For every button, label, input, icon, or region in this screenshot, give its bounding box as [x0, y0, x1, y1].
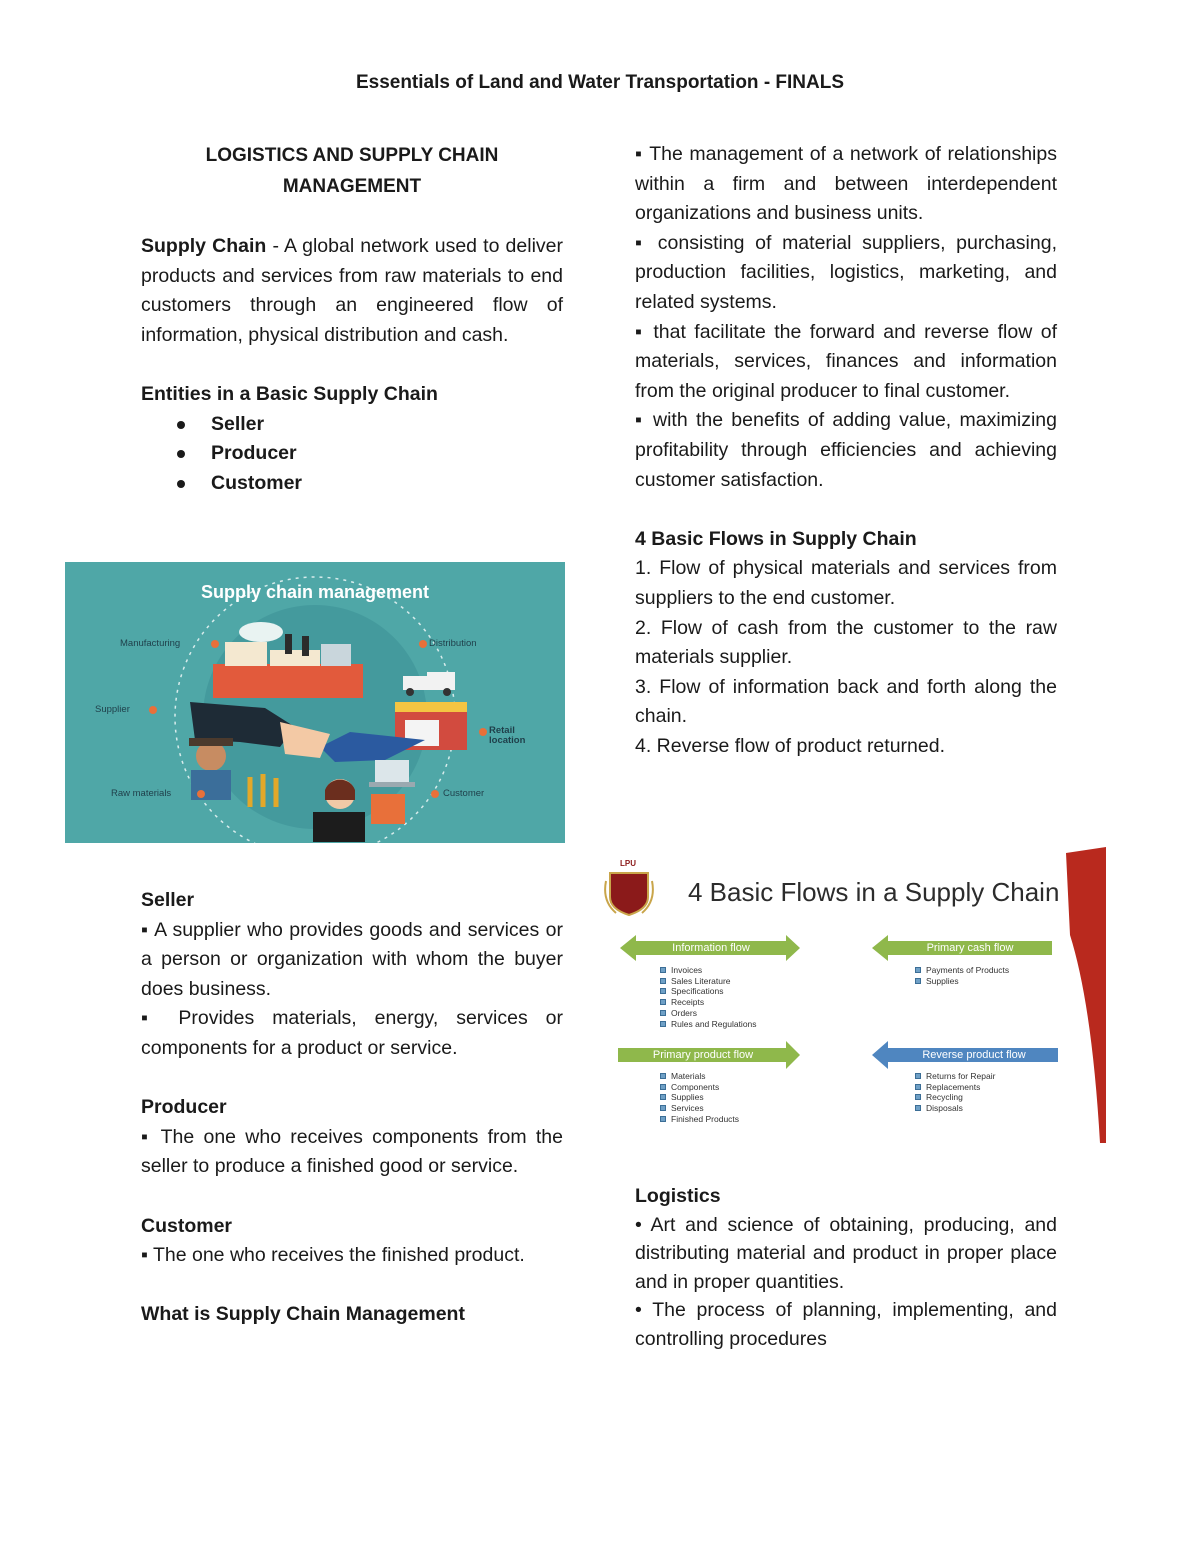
left-column [141, 140, 563, 498]
logistics-point: • The process of planning, implementing, and controlling procedures [635, 1299, 1057, 1350]
list-item: Customer [177, 469, 563, 499]
primary-product-flow-label: Primary product flow [652, 1049, 754, 1061]
primary-product-flow-items [660, 1071, 739, 1125]
scm-point: ▪ consisting of material suppliers, purchasing, production facilities, logistics, marketing, and related systems. [635, 231, 1057, 313]
supply-chain-def-text: - A global network used to deliver products and services from raw materials to end customers through an engineered flow of information, physical distribution and cash. [141, 235, 563, 346]
dot [197, 790, 205, 798]
supply-chain-infographic [65, 562, 565, 843]
primary-cash-flow-items [915, 965, 1009, 986]
label-raw-materials: Raw materials [111, 788, 172, 799]
right-column-lower [635, 1182, 1057, 1354]
infographic-title: Supply chain management [200, 582, 430, 602]
list-item: Disposals [915, 1103, 995, 1114]
scm-point: ▪ with the benefits of adding value, maximizing profitability through efficiencies and achieving customer satisfaction. [635, 409, 1057, 491]
logo-text: LPU [620, 859, 636, 868]
producer-point: ▪ The one who receives components from the seller to produce a finished good or service. [141, 1125, 563, 1178]
seller-point: ▪ Provides materials, energy, services or components for a product or service. [141, 1007, 563, 1059]
dot [419, 640, 427, 648]
dot [149, 706, 157, 714]
label-manufacturing: Manufacturing [120, 638, 181, 649]
main-heading [141, 140, 563, 202]
flows-heading: 4 Basic Flows in Supply Chain [635, 527, 917, 550]
information-flow-label: Information flow [672, 942, 750, 954]
list-item: Finished Products [660, 1114, 739, 1125]
main-heading-line2: MANAGEMENT [282, 176, 422, 197]
reverse-product-flow-label: Reverse product flow [922, 1049, 1026, 1061]
left-column-lower [141, 886, 563, 1330]
dot [211, 640, 219, 648]
list-item: Supplies [660, 1092, 739, 1103]
scm-heading: What is Supply Chain Management [141, 1303, 465, 1326]
scm-point: ▪ that facilitate the forward and reverse flow of materials, services, finances and information from the original producer to final customer. [635, 320, 1057, 402]
information-flow-items [660, 965, 757, 1029]
label-supplier: Supplier [95, 704, 130, 715]
flow-item: 3. Flow of information back and forth along the chain. [635, 675, 1057, 728]
document-title: Essentials of Land and Water Transportation - FINALS [355, 72, 845, 93]
list-item: Producer [177, 439, 563, 469]
customer-point: ▪ The one who receives the finished product. [141, 1244, 525, 1267]
customer-heading: Customer [141, 1214, 233, 1237]
list-item: Components [660, 1082, 739, 1093]
basic-flows-figure [600, 845, 1106, 1145]
flow-item: 1. Flow of physical materials and services from suppliers to the end customer. [635, 557, 1057, 609]
list-item: Replacements [915, 1082, 995, 1093]
list-item: Returns for Repair [915, 1071, 995, 1082]
supply-chain-term: Supply Chain [141, 235, 267, 257]
primary-cash-flow-label: Primary cash flow [926, 942, 1014, 954]
infographic-illustration [65, 562, 565, 843]
list-item: Specifications [660, 986, 757, 997]
list-item: Sales Literature [660, 976, 757, 987]
flows-figure-title: 4 Basic Flows in a Supply Chain [688, 877, 1060, 907]
label-customer: Customer [443, 788, 485, 799]
logistics-point: • Art and science of obtaining, producing, and distributing material and product in proper place and in proper quantities. [635, 1213, 1057, 1293]
dot [431, 790, 439, 798]
flow-item: 2. Flow of cash from the customer to the raw materials supplier. [635, 616, 1057, 669]
list-item: Seller [177, 410, 563, 440]
reverse-product-flow-items [915, 1071, 995, 1114]
list-item: Materials [660, 1071, 739, 1082]
list-item: Invoices [660, 965, 757, 976]
flow-item: 4. Reverse flow of product returned. [635, 734, 945, 757]
label-distribution: Distribution [429, 638, 477, 649]
entities-heading: Entities in a Basic Supply Chain [141, 382, 438, 405]
entities-list [141, 410, 563, 499]
producer-heading: Producer [141, 1096, 227, 1119]
seller-point: ▪ A supplier who provides goods and services or a person or organization with whom the buyer does business. [141, 918, 563, 1000]
main-heading-line1: LOGISTICS AND SUPPLY CHAIN [205, 145, 499, 166]
list-item: Recycling [915, 1092, 995, 1103]
list-item: Rules and Regulations [660, 1019, 757, 1030]
dot [479, 728, 487, 736]
list-item: Supplies [915, 976, 1009, 987]
logistics-heading: Logistics [635, 1185, 721, 1207]
supply-chain-definition [141, 232, 563, 350]
list-item: Orders [660, 1008, 757, 1019]
label-retail: Retail location [489, 725, 526, 746]
right-column [635, 140, 1057, 761]
seller-heading: Seller [141, 889, 195, 911]
list-item: Payments of Products [915, 965, 1009, 976]
list-item: Receipts [660, 997, 757, 1008]
list-item: Services [660, 1103, 739, 1114]
scm-point: ▪ The management of a network of relationships within a firm and between interdependent organizations and business units. [635, 143, 1057, 225]
